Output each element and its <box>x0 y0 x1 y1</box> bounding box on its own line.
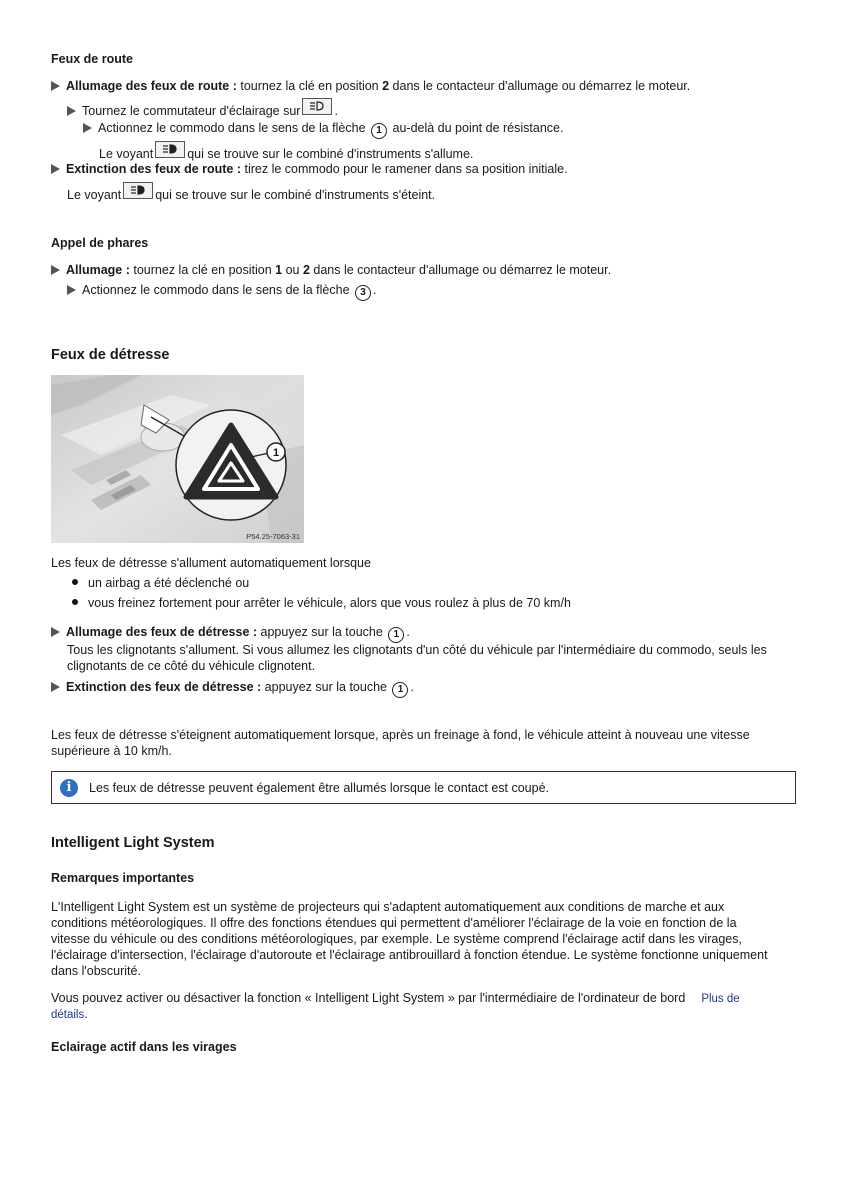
arrow-bullet-icon <box>67 285 76 295</box>
callout-marker-icon: 1 <box>388 627 404 643</box>
figure-code: P54.25-7063-31 <box>246 532 300 541</box>
info-note-box <box>51 771 796 804</box>
bullet-dot-icon <box>72 579 78 585</box>
more-details-link[interactable]: Plus de <box>701 993 740 1005</box>
list-item: vous freinez fortement pour arrêter le véhicule, alors que vous roulez à plus de 70 km/h <box>72 595 571 611</box>
section-title-hazard-lights: Feux de détresse <box>51 347 170 363</box>
high-beam-indicator-off-note: Le voyant qui se trouve sur le combiné d'instruments s'éteint. <box>67 182 435 203</box>
hazard-auto-off-1: Les feux de détresse s'éteignent automatiquement lorsque, après un freinage à fond, le véhicule atteint à nouveau une vitesse <box>51 728 750 742</box>
details-link[interactable]: détails <box>51 1009 85 1021</box>
instruction-flasher-ignition: Allumage : tournez la clé en position 1 ou 2 dans le contacteur d'allumage ou démarrez le moteur. <box>51 262 611 278</box>
info-icon: i <box>60 779 78 797</box>
arrow-bullet-icon <box>83 123 92 133</box>
parking-light-symbol-icon <box>302 98 332 115</box>
bullet-dot-icon <box>72 599 78 605</box>
arrow-bullet-icon <box>67 106 76 116</box>
instruction-high-beam-off: Extinction des feux de route : tirez le commodo pour le ramener dans sa position initiale. <box>51 161 568 177</box>
paragraph-line: L'Intelligent Light System est un système de projecteurs qui s'adaptent automatiquement aux conditions de marche et aux <box>51 900 725 914</box>
high-beam-indicator-on-note: Le voyant qui se trouve sur le combiné d'instruments s'allume. <box>99 141 473 162</box>
info-note-text: Les feux de détresse peuvent également être allumés lorsque le contact est coupé. <box>89 781 550 795</box>
instruction-light-switch: Tournez le commutateur d'éclairage sur . <box>67 98 338 119</box>
hazard-auto-on-intro: Les feux de détresse s'allument automatiquement lorsque <box>51 556 371 570</box>
hazard-on-detail-2: clignotants de ce côté du véhicule clignotent. <box>67 659 316 673</box>
callout-marker-icon: 1 <box>371 123 387 139</box>
arrow-bullet-icon <box>51 627 60 637</box>
section-title-headlamp-flasher: Appel de phares <box>51 236 149 250</box>
hazard-on-detail-1: Tous les clignotants s'allument. Si vous allumez les clignotants d'un côté du véhicule par l'intermédiaire du commodo, seuls les <box>67 643 767 657</box>
instruction-high-beam-on: Allumage des feux de route : tournez la clé en position 2 dans le contacteur d'allumage ou démarrez le moteur. <box>51 78 690 94</box>
paragraph-line: vitesse du véhicule ou des conditions météorologiques, par exemple. Le système comprend l'éclairage actif dans les virages, <box>51 932 742 946</box>
ils-activation-note: Vous pouvez activer ou désactiver la fonction « Intelligent Light System » par l'intermédiaire de l'ordinateur de bord Plus de <box>51 991 740 1005</box>
paragraph-line: l'éclairage d'intersection, l'éclairage d'autoroute et l'éclairage antibrouillard à fonction étendue. Le système fonctionne uniquement <box>51 948 768 962</box>
hazard-auto-off-2: supérieure à 10 km/h. <box>51 744 172 758</box>
subtitle-important-notes: Remarques importantes <box>51 871 195 885</box>
ils-description-paragraph <box>51 899 768 979</box>
figure-callout-marker: 1 <box>272 447 280 459</box>
section-title-high-beam: Feux de route <box>51 52 133 66</box>
hazard-switch-figure <box>51 375 304 543</box>
high-beam-symbol-icon <box>155 141 185 158</box>
instruction-hazard-on: Allumage des feux de détresse : appuyez sur la touche 1 . <box>51 624 410 643</box>
callout-marker-icon: 1 <box>392 682 408 698</box>
arrow-bullet-icon <box>51 682 60 692</box>
arrow-bullet-icon <box>51 81 60 91</box>
instruction-stalk-push: Actionnez le commodo dans le sens de la flèche 1 au-delà du point de résistance. <box>83 120 563 139</box>
arrow-bullet-icon <box>51 164 60 174</box>
paragraph-line: dans l'obscurité. <box>51 964 141 978</box>
subtitle-active-curve-lighting: Eclairage actif dans les virages <box>51 1040 237 1054</box>
arrow-bullet-icon <box>51 265 60 275</box>
paragraph-line: conditions météorologiques. Il offre des fonctions étendues qui permettent d'améliorer l'éclairage de la voie en fonction de la <box>51 916 737 930</box>
hazard-switch-illustration <box>51 375 304 543</box>
high-beam-symbol-icon <box>123 182 153 199</box>
instruction-hazard-off: Extinction des feux de détresse : appuyez sur la touche 1 . <box>51 679 414 698</box>
ils-activation-note-cont: détails. <box>51 1007 88 1021</box>
section-title-ils: Intelligent Light System <box>51 835 215 851</box>
instruction-flasher-stalk: Actionnez le commodo dans le sens de la flèche 3 . <box>67 282 377 301</box>
callout-marker-icon: 3 <box>355 285 371 301</box>
list-item: un airbag a été déclenché ou <box>72 575 249 591</box>
